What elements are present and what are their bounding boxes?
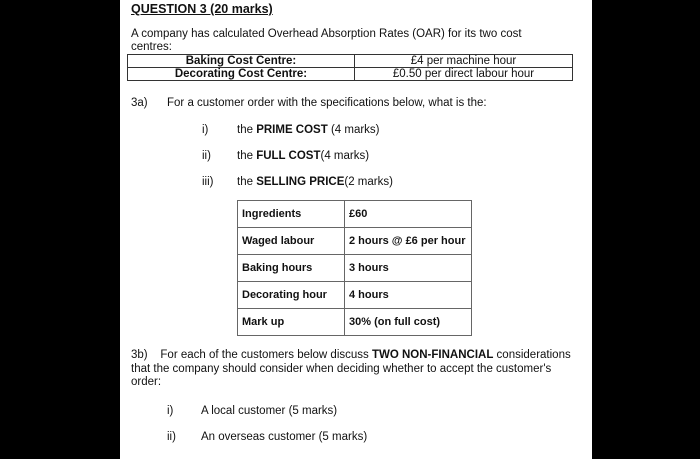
question-title: QUESTION 3 (20 marks) [131, 2, 273, 16]
item-text: An overseas customer (5 marks) [201, 431, 368, 443]
item-text: the PRIME COST (4 marks) [237, 124, 380, 136]
oar-value: £4 per machine hour [355, 55, 573, 68]
table-row [238, 309, 472, 336]
table-row [238, 255, 472, 282]
table-row [238, 228, 472, 255]
spec-value: 4 hours [345, 282, 472, 309]
oar-table [127, 54, 573, 81]
spec-label: Waged labour [238, 228, 345, 255]
table-row [128, 68, 573, 81]
q3b-text: 3b) For each of the customers below discuss TWO NON-FINANCIAL considerations that the company should consider when deciding whether to accept the customer's order: [131, 349, 571, 388]
spec-value: £60 [345, 201, 472, 228]
spec-value: 30% (on full cost) [345, 309, 472, 336]
table-row [238, 201, 472, 228]
item-number: ii) [167, 431, 176, 443]
table-row [128, 55, 573, 68]
spec-value: 2 hours @ £6 per hour [345, 228, 472, 255]
item-number: i) [167, 405, 174, 417]
spec-label: Mark up [238, 309, 345, 336]
item-number: ii) [202, 150, 211, 162]
q3b-number: 3b) [131, 349, 148, 361]
item-text: the SELLING PRICE(2 marks) [237, 176, 393, 188]
q3a-number: 3a) [131, 97, 148, 109]
order-spec-table [237, 200, 472, 336]
intro-text: A company has calculated Overhead Absorption Rates (OAR) for its two cost centres: [131, 28, 522, 53]
spec-label: Baking hours [238, 255, 345, 282]
item-text: A local customer (5 marks) [201, 405, 338, 417]
oar-label: Baking Cost Centre: [128, 55, 355, 68]
oar-label: Decorating Cost Centre: [128, 68, 355, 81]
spec-value: 3 hours [345, 255, 472, 282]
item-number: i) [202, 124, 209, 136]
item-number: iii) [202, 176, 214, 188]
item-text: the FULL COST(4 marks) [237, 150, 370, 162]
q3a-text: For a customer order with the specifications below, what is the: [167, 97, 487, 109]
spec-label: Ingredients [238, 201, 345, 228]
document-page [120, 0, 592, 459]
table-row [238, 282, 472, 309]
spec-label: Decorating hour [238, 282, 345, 309]
oar-value: £0.50 per direct labour hour [355, 68, 573, 81]
